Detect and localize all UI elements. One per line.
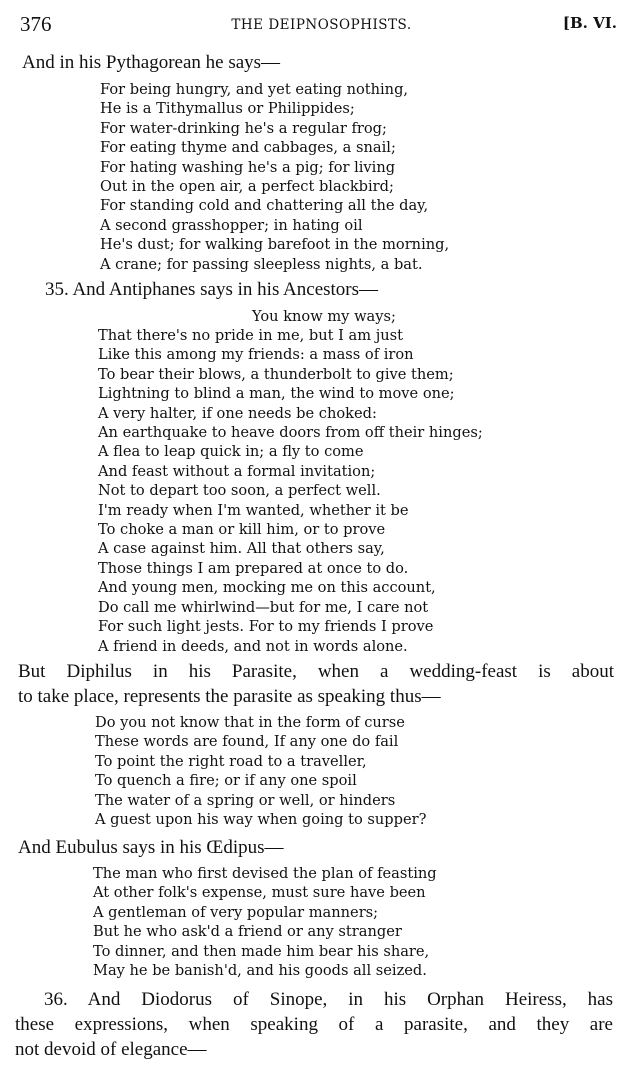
verse-line: And young men, mocking me on this account, bbox=[98, 579, 436, 597]
verse-ancestors bbox=[98, 326, 483, 656]
verse-line: He's dust; for walking barefoot in the morning, bbox=[100, 236, 450, 254]
verse-line: But he who ask'd a friend or any stranger bbox=[93, 923, 402, 941]
verse-line: A second grasshopper; in hating oil bbox=[100, 216, 363, 234]
verse-line: A very halter, if one needs be choked: bbox=[98, 404, 377, 422]
verse-line: Do call me whirlwind—but for me, I care not bbox=[98, 598, 429, 616]
verse-line: For standing cold and chattering all the day, bbox=[100, 197, 429, 215]
page-number: 376 bbox=[20, 12, 52, 36]
verse-pythagorean bbox=[100, 80, 449, 274]
prose-section-36 bbox=[15, 987, 613, 1062]
verse-line: Those things I am prepared at once to do. bbox=[98, 559, 409, 577]
verse-first-line: You know my ways; bbox=[252, 308, 396, 325]
verse-line: A crane; for passing sleepless nights, a bat. bbox=[100, 255, 423, 273]
verse-line: For hating washing he's a pig; for living bbox=[100, 158, 396, 176]
verse-line: For being hungry, and yet eating nothing, bbox=[100, 81, 409, 98]
verse-line: A guest upon his way when going to supper? bbox=[95, 811, 427, 829]
verse-line: He is a Tithymallus or Philippides; bbox=[100, 100, 355, 118]
verse-line: To quench a fire; or if any one spoil bbox=[95, 772, 357, 790]
prose-intro-pythagorean: And in his Pythagorean he says— bbox=[22, 52, 281, 73]
verse-line: Do you not know that in the form of curse bbox=[95, 714, 405, 731]
verse-line: A case against him. All that others say, bbox=[98, 540, 385, 558]
running-title: THE DEIPNOSOPHISTS. bbox=[231, 17, 412, 33]
verse-line: Lightning to blind a man, the wind to move one; bbox=[98, 385, 455, 403]
running-header bbox=[20, 10, 623, 38]
verse-line: A friend in deeds, and not in words alone. bbox=[98, 637, 408, 655]
verse-line: A gentleman of very popular manners; bbox=[93, 903, 379, 921]
verse-line: Out in the open air, a perfect blackbird; bbox=[100, 178, 394, 196]
verse-line: For water-drinking he's a regular frog; bbox=[100, 119, 387, 137]
verse-line: At other folk's expense, must sure have been bbox=[93, 884, 426, 902]
verse-line: To point the right road to a traveller, bbox=[95, 752, 367, 770]
prose-section-35: 35. And Antiphanes says in his Ancestors— bbox=[45, 279, 379, 300]
verse-line: The man who first devised the plan of feasting bbox=[93, 865, 437, 882]
prose-line: But Diphilus in his Parasite, when a wedding-feast is about bbox=[18, 661, 614, 682]
verse-parasite bbox=[95, 713, 426, 829]
verse-line: Like this among my friends: a mass of iron bbox=[98, 346, 414, 364]
verse-line: That there's no pride in me, but I am just bbox=[98, 327, 403, 344]
prose-line: not devoid of elegance— bbox=[15, 1039, 207, 1060]
verse-line: To bear their blows, a thunderbolt to give them; bbox=[98, 365, 454, 383]
verse-oedipus bbox=[93, 864, 437, 980]
prose-diphilus bbox=[18, 659, 614, 709]
verse-line: For such light jests. For to my friends I prove bbox=[98, 618, 434, 636]
book-marker: [B. VI. bbox=[562, 14, 617, 32]
verse-line: To dinner, and then made him bear his share, bbox=[93, 942, 430, 960]
prose-line: 36. And Diodorus of Sinope, in his Orphan Heiress, has bbox=[44, 989, 613, 1010]
verse-line: For eating thyme and cabbages, a snail; bbox=[100, 139, 396, 157]
verse-line: These words are found, If any one do fail bbox=[95, 733, 399, 751]
prose-eubulus: And Eubulus says in his Œdipus— bbox=[18, 837, 284, 858]
verse-line: The water of a spring or well, or hinders bbox=[95, 791, 396, 809]
verse-line: I'm ready when I'm wanted, whether it be bbox=[98, 501, 409, 519]
prose-line: these expressions, when speaking of a parasite, and they are bbox=[15, 1014, 613, 1035]
verse-line: And feast without a formal invitation; bbox=[98, 462, 376, 480]
prose-line: to take place, represents the parasite as speaking thus— bbox=[18, 686, 441, 707]
verse-line: Not to depart too soon, a perfect well. bbox=[98, 482, 381, 500]
verse-line: To choke a man or kill him, or to prove bbox=[98, 521, 386, 539]
verse-line: May he be banish'd, and his goods all seized. bbox=[93, 962, 427, 980]
verse-line: A flea to leap quick in; a fly to come bbox=[98, 443, 364, 461]
verse-line: An earthquake to heave doors from off their hinges; bbox=[98, 424, 483, 442]
